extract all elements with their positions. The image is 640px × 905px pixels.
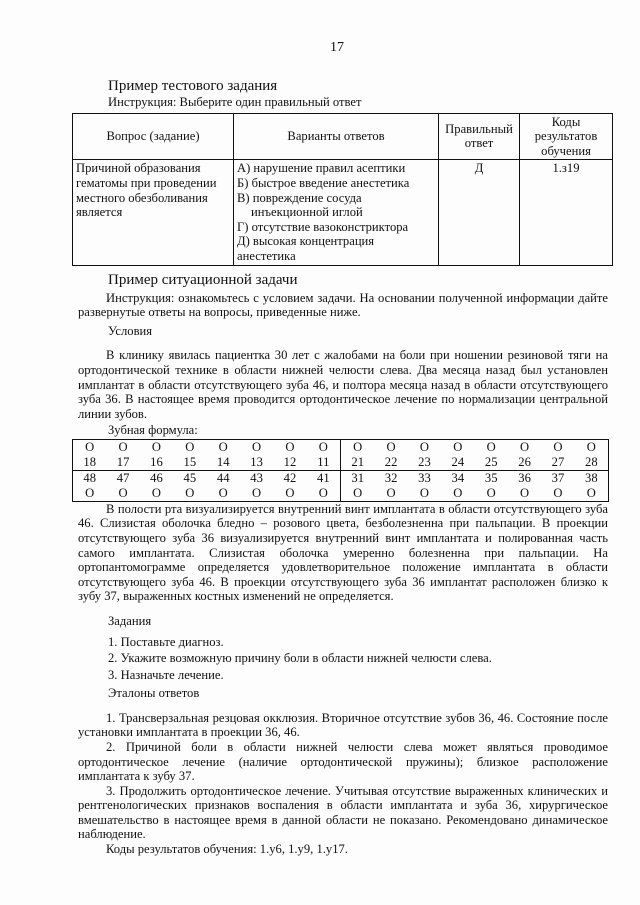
tooth-mark: О xyxy=(252,485,262,500)
options-cell xyxy=(234,160,439,265)
tooth-number: 15 xyxy=(183,454,197,469)
question-text: Причиной образования гематомы при проведении местного обезболивания является xyxy=(73,160,234,265)
tooth-number: 22 xyxy=(384,454,398,469)
header-question: Вопрос (задание) xyxy=(73,113,234,160)
tooth-number: 25 xyxy=(484,454,498,469)
tooth-mark: О xyxy=(386,439,396,454)
tooth-mark: О xyxy=(218,485,228,500)
result-codes: Коды результатов обучения: 1.у6, 1.у9, 1.у17. xyxy=(106,842,348,857)
tooth-number: 31 xyxy=(351,470,364,485)
answers-label: Эталоны ответов xyxy=(108,686,200,701)
tooth-number: 23 xyxy=(418,454,431,469)
upper-teeth-row xyxy=(73,455,608,470)
tooth-number: 17 xyxy=(116,454,130,469)
tooth-number: 14 xyxy=(216,454,230,469)
option-d: Г) отсутствие вазоконстриктора xyxy=(237,219,409,234)
conditions-label: Условия xyxy=(108,323,153,338)
tooth-number: 32 xyxy=(384,470,398,485)
case-title: Пример ситуационной задачи xyxy=(108,271,298,288)
tooth-mark: О xyxy=(486,439,496,454)
tooth-mark: О xyxy=(553,485,563,500)
result-code: 1.з19 xyxy=(520,160,613,265)
tooth-number: 43 xyxy=(250,470,263,485)
tooth-number: 18 xyxy=(83,454,96,469)
dental-formula xyxy=(72,439,609,502)
tooth-number: 12 xyxy=(283,454,297,469)
option-b: Б) быстрое введение анестетика xyxy=(237,175,410,190)
tooth-number: 48 xyxy=(83,470,96,485)
tooth-mark: О xyxy=(520,439,530,454)
upper-marks-row xyxy=(73,440,608,455)
tooth-number: 21 xyxy=(351,454,364,469)
tooth-number: 47 xyxy=(116,470,130,485)
tooth-mark: О xyxy=(151,439,161,454)
tooth-mark: О xyxy=(553,439,563,454)
tooth-number: 35 xyxy=(484,470,498,485)
task-item: 2. Укажите возможную причину боли в области нижней челюсти слева. xyxy=(108,651,492,666)
tooth-mark: О xyxy=(453,439,463,454)
tooth-number: 46 xyxy=(150,470,163,485)
tooth-mark: О xyxy=(453,485,463,500)
formula-label: Зубная формула: xyxy=(108,423,198,438)
tooth-number: 34 xyxy=(451,470,465,485)
tooth-mark: О xyxy=(318,439,328,454)
tooth-mark: О xyxy=(85,439,95,454)
tooth-number: 41 xyxy=(317,470,330,485)
tooth-number: 42 xyxy=(283,470,297,485)
tooth-mark: О xyxy=(285,439,295,454)
tooth-mark: О xyxy=(185,485,195,500)
tooth-mark: О xyxy=(151,485,161,500)
tooth-mark: О xyxy=(520,485,530,500)
answer-item: 3. Продолжить ортодонтическое лечение. Учитывая отсутствие выраженных клинических и рентгенологических признаков воспаления в области имплантата и зуба 36, хирургическое вмешательство в настоящее время в данной области не показано. Рекомендовано динамическое наблюдение. xyxy=(78,783,608,842)
tooth-mark: О xyxy=(486,485,496,500)
tooth-mark: О xyxy=(386,485,396,500)
tooth-mark: О xyxy=(252,439,262,454)
tooth-number: 33 xyxy=(418,470,431,485)
header-codes: Коды результатов обучения xyxy=(520,113,613,160)
test-title: Пример тестового задания xyxy=(108,78,278,94)
task-item: 1. Поставьте диагноз. xyxy=(108,634,224,649)
tooth-mark: О xyxy=(419,485,429,500)
case-instruction: Инструкция: ознакомьтесь с условием задачи. На основании полученной информации дайте развернутые ответы на вопросы, приведенные ниже. xyxy=(78,290,608,320)
tooth-number: 13 xyxy=(250,454,263,469)
tooth-mark: О xyxy=(419,439,429,454)
correct-answer: Д xyxy=(439,160,520,265)
option-e: Д) высокая концентрация анестетика xyxy=(237,234,375,263)
tooth-number: 37 xyxy=(551,470,565,485)
tasks-list xyxy=(108,634,608,684)
lower-marks-row xyxy=(73,486,608,501)
lower-teeth-row xyxy=(73,470,608,486)
tooth-number: 28 xyxy=(585,454,598,469)
conditions-text: В клинику явилась пациентка 30 лет с жалобами на боли при ношении резиновой тяги на ортодонтической технике в области нижней челюсти слева. Два месяца назад был установлен имплантат в области отсутствующего зуба 46, и полтора месяца назад в области отсутствующего зуба 36. В настоящее время проводится ортодонтическое лечение по нормализации центральной линии зубов. xyxy=(78,348,608,421)
tooth-number: 16 xyxy=(150,454,163,469)
tooth-mark: О xyxy=(118,439,128,454)
test-instruction: Инструкция: Выберите один правильный ответ xyxy=(108,95,362,109)
tooth-mark: О xyxy=(353,439,363,454)
tooth-number: 38 xyxy=(585,470,598,485)
tooth-mark: О xyxy=(285,485,295,500)
answer-item: 1. Трансверзальная резцовая окклюзия. Вторичное отсутствие зубов 36, 46. Состояние после установки имплантата в проекции 36, 46. xyxy=(78,710,608,740)
option-a: А) нарушение правил асептики xyxy=(237,161,406,176)
test-table xyxy=(72,113,613,266)
tooth-mark: О xyxy=(586,439,596,454)
option-c: В) повреждение сосуда инъекционной иглой xyxy=(237,190,363,220)
tooth-mark: О xyxy=(353,485,363,500)
answer-item: 2. Причиной боли в области нижней челюсти слева может являться проводимое ортодонтическое лечение (наличие ортодонтической пружины); близкое расположение имплантата к зубу 37. xyxy=(78,739,608,784)
tooth-mark: О xyxy=(218,439,228,454)
tooth-number: 44 xyxy=(216,470,230,485)
tooth-number: 11 xyxy=(317,454,330,469)
tooth-mark: О xyxy=(586,485,596,500)
page-number: 17 xyxy=(330,40,344,55)
exam-text: В полости рта визуализируется внутренний винт имплантата в области отсутствующего зуба 46. Слизистая оболочка бледно – розового цвета, безболезненна при пальпации. В проекции отсутствующего зуба 36 визуализируется внутренний винт имплантата и полированная часть самого имплантата. Слизистая оболочка умеренно болезненна при пальпации. На ортопантомограмме определяется удовлетворительное положение имплантата в области отсутствующего зуба 46. В проекции отсутствующего зуба 36 имплантат расположен близко к зубу 37, выраженных костных изменений не определяется. xyxy=(78,501,608,604)
tooth-number: 27 xyxy=(551,454,565,469)
tooth-mark: О xyxy=(318,485,328,500)
header-correct: Правильный ответ xyxy=(439,113,520,160)
task-item: 3. Назначьте лечение. xyxy=(108,667,224,682)
tooth-mark: О xyxy=(118,485,128,500)
tooth-number: 24 xyxy=(451,454,465,469)
tooth-mark: О xyxy=(185,439,195,454)
answers-list xyxy=(78,711,608,857)
tasks-label: Задания xyxy=(108,614,152,629)
header-options: Варианты ответов xyxy=(234,113,439,160)
tooth-number: 36 xyxy=(518,470,531,485)
tooth-mark: О xyxy=(85,485,95,500)
tooth-number: 26 xyxy=(518,454,531,469)
tooth-number: 45 xyxy=(183,470,197,485)
